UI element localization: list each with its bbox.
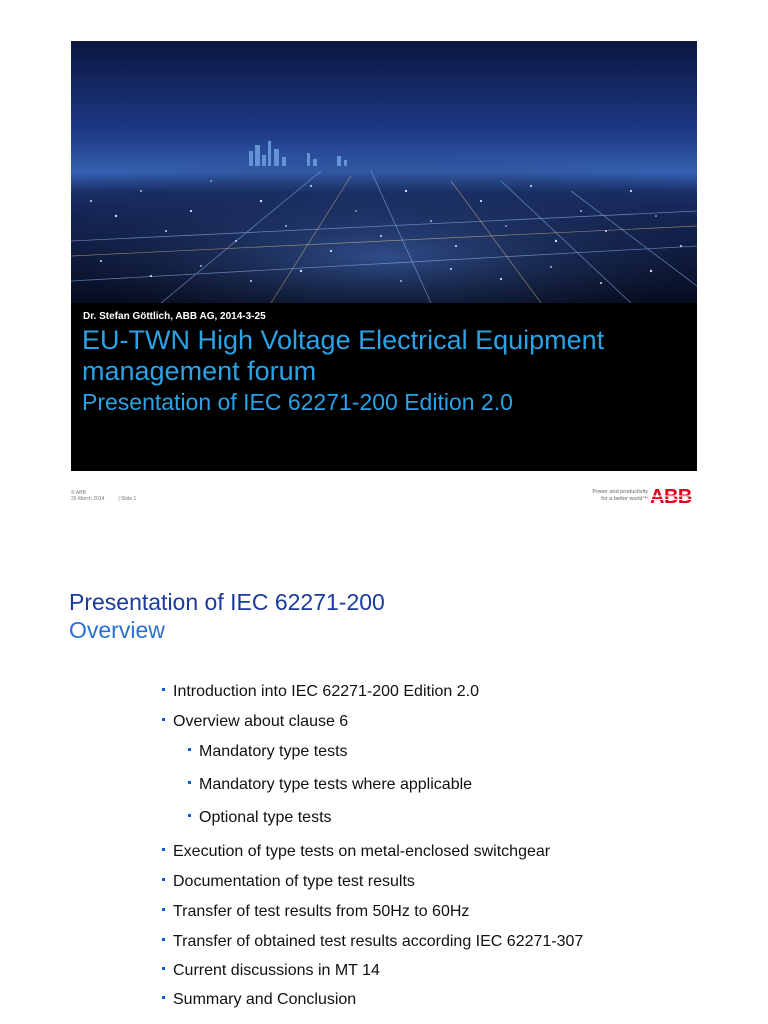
tagline-line-2: for a better world™ [601,496,648,502]
tagline-line-1: Power and productivity [592,489,648,495]
bullet-item [162,961,380,981]
bullet-text: Mandatory type tests [199,743,348,760]
slide-footer-meta [71,490,150,502]
bullet-icon [162,878,165,881]
sub-bullet-item [188,775,472,795]
bullet-item [162,932,583,952]
title-slide [71,41,697,471]
bullet-item [162,682,479,702]
title-band [71,303,697,471]
footer-slide-number: | Slide 1 [118,496,137,502]
bullet-text: Documentation of type test results [173,873,415,890]
bullet-text: Introduction into IEC 62271-200 Edition 2.0 [173,683,479,700]
tagline [592,489,648,503]
bullet-icon [162,996,165,999]
footer-date: 25 March 2014 [71,496,105,502]
bullet-text: Transfer of test results from 50Hz to 60Hz [173,903,470,920]
abb-logo-text: ABB [650,486,692,506]
main-title: EU-TWN High Voltage Electrical Equipment management forum [82,325,605,386]
bullet-item [162,990,356,1010]
bullet-icon [188,781,191,784]
footer-branding [560,486,698,508]
bullet-text: Optional type tests [199,809,332,826]
footer-date-row [71,496,150,502]
overview-slide-subtitle: Overview [69,617,165,643]
bullet-icon [162,967,165,970]
bullet-text: Summary and Conclusion [173,991,357,1008]
bullet-item [162,712,348,732]
sub-bullet-item [188,808,332,828]
bullet-icon [188,814,191,817]
bullet-text: Execution of type tests on metal-enclosed switchgear [173,843,551,860]
bullet-text: Current discussions in MT 14 [173,962,380,979]
abb-logo [650,486,698,506]
bullet-icon [162,938,165,941]
author-line: Dr. Stefan Göttlich, ABB AG, 2014-3-25 [83,311,266,322]
bullet-icon [162,848,165,851]
bullet-icon [162,718,165,721]
bullet-icon [162,908,165,911]
copyright: © ABB [71,490,86,496]
bullet-item [162,872,415,892]
bullet-icon [188,748,191,751]
bullet-text: Mandatory type tests where applicable [199,776,473,793]
bullet-text: Overview about clause 6 [173,713,349,730]
bullet-item [162,902,469,922]
sub-bullet-item [188,742,348,762]
main-subtitle: Presentation of IEC 62271-200 Edition 2.0 [82,389,513,415]
bullet-item [162,842,550,862]
bullet-text: Transfer of obtained test results according IEC 62271-307 [173,933,584,950]
city-night-photo [71,41,697,303]
overview-slide-title: Presentation of IEC 62271-200 [69,589,385,615]
bullet-icon [162,688,165,691]
